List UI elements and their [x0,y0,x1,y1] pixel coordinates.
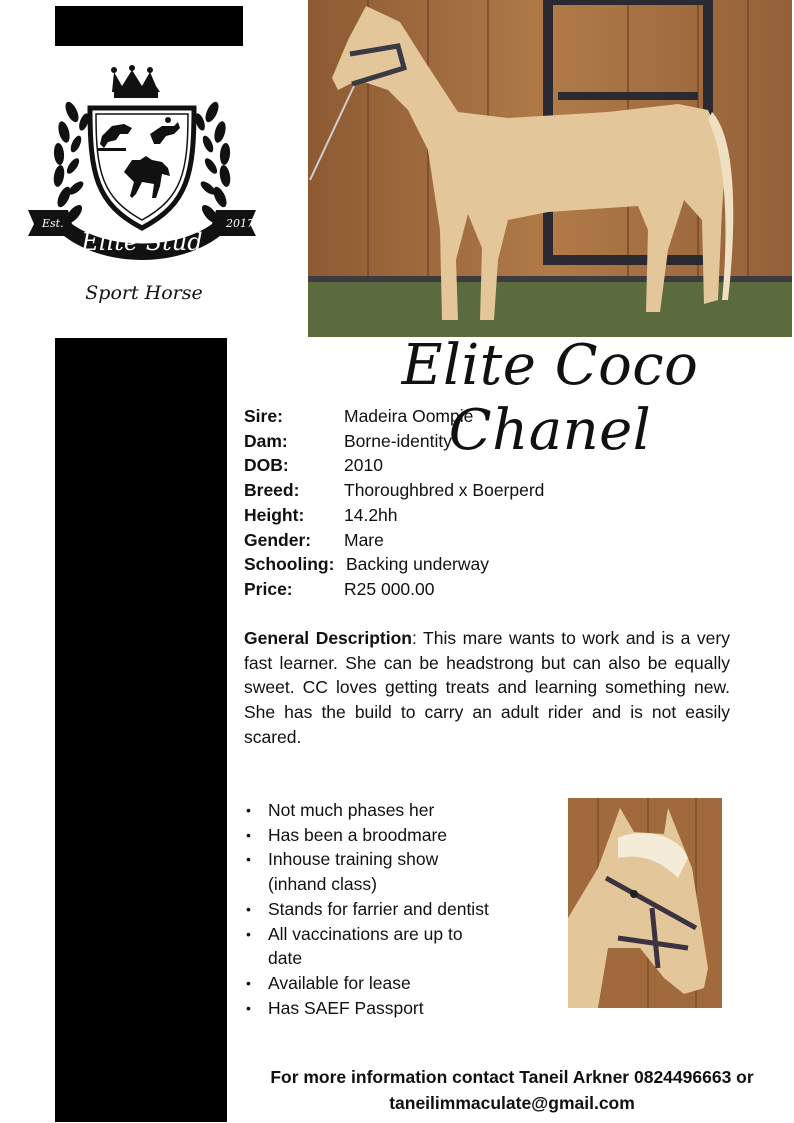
detail-value: 2010 [344,455,383,476]
features-list [244,798,534,1020]
banner-text: Elite Stud [81,228,203,256]
est-label: Est. [42,217,64,230]
detail-row-price [244,577,744,602]
detail-value: Thoroughbred x Boerperd [344,480,545,501]
detail-label: Gender: [244,529,312,550]
contact-line: For more information contact Taneil Arkner 0824496663 or [270,1067,754,1087]
horse-name-title: Elite Coco Chanel [401,333,699,463]
detail-value: R25 000.00 [344,578,435,599]
details-list [244,404,744,602]
detail-value: Backing underway [346,554,489,575]
side-black-bar [55,338,227,1122]
laurel-right-icon [193,100,232,226]
year-label: 2017 [226,217,254,230]
detail-value: 14.2hh [344,504,398,525]
detail-label: DOB: [244,455,289,476]
description-text: : This mare wants to work and is a very fast learner. She can be headstrong but can also be equally sweet. CC loves getting treats and learning something new. She has the build to carry an adult rider and is not easily scared. [244,628,730,747]
list-item: • All vaccinations are up to date [244,922,468,971]
list-item: • Inhouse training show (inhand class) [244,847,468,896]
detail-value: Mare [344,529,384,550]
detail-value: Borne-identity [344,430,452,451]
detail-row-height [244,503,744,528]
list-item: • Stands for farrier and dentist [244,897,534,922]
crown-icon [111,65,160,98]
list-item: • Not much phases her [244,798,534,823]
detail-label: Breed: [244,480,300,501]
detail-row-dam [244,429,744,454]
crest-emblem-icon [28,64,256,314]
detail-label: Height: [244,504,305,525]
detail-label: Price: [244,578,293,599]
detail-row-breed [244,478,744,503]
top-black-bar [55,6,243,46]
laurel-left-icon [52,100,91,226]
contact-info [236,1064,788,1116]
detail-row-schooling [244,552,744,577]
description-label: General Description [244,628,412,648]
detail-row-dob [244,453,744,478]
general-description [244,626,730,750]
detail-label: Sire: [244,406,283,426]
logo-subtitle: Sport Horse [85,282,203,304]
elite-stud-logo [28,64,256,314]
list-item: • Has been a broodmare [244,823,534,848]
detail-row-gender [244,528,744,553]
horse-photo-main [308,0,792,337]
detail-value: Madeira Oompie [344,406,474,426]
detail-label: Dam: [244,430,288,451]
list-item: • Available for lease [244,971,534,996]
detail-row-sire [244,404,744,429]
list-item: • Has SAEF Passport [244,996,534,1021]
contact-email[interactable]: taneilimmaculate@gmail.com [389,1093,635,1113]
detail-label: Schooling: [244,554,335,575]
horse-photo-head [568,798,722,1008]
